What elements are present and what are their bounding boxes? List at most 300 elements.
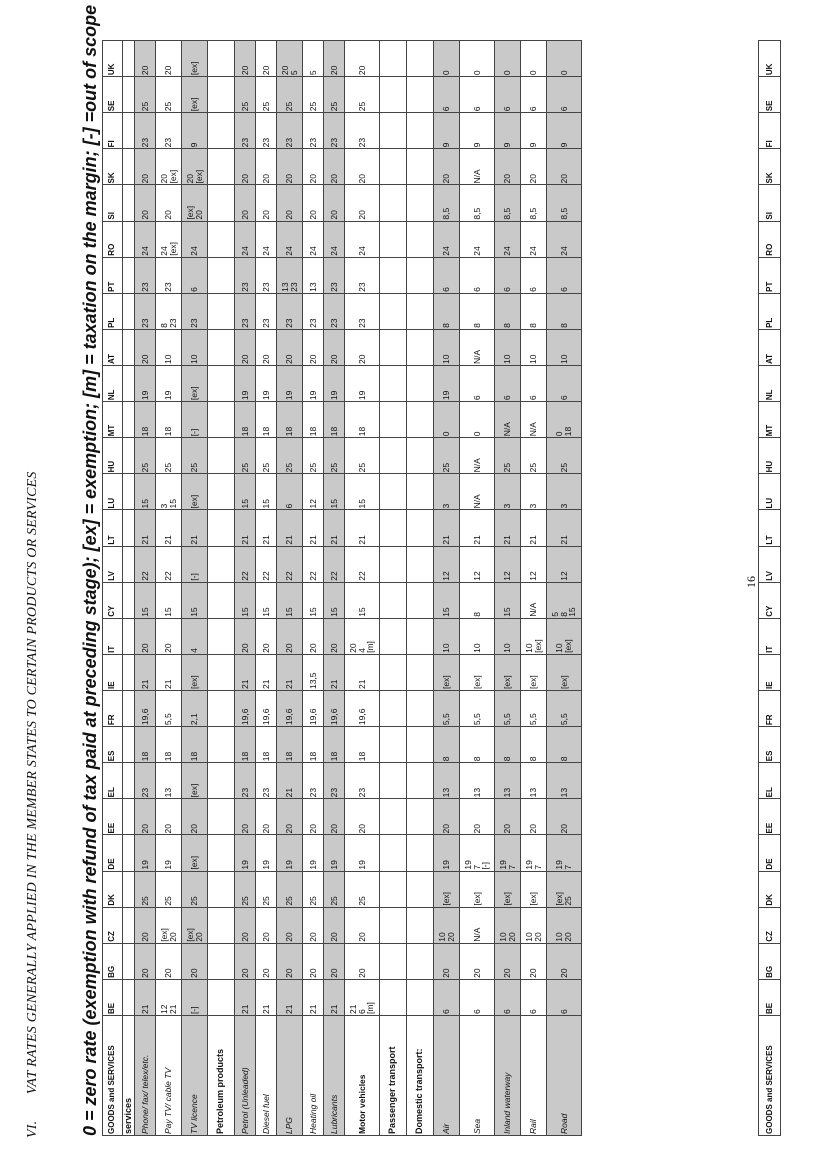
rate-cell: [-] [182, 979, 208, 1015]
table-header-country: IE [103, 654, 123, 690]
rate-cell: 5,5 [547, 691, 582, 727]
rate-cell: 23 [345, 113, 380, 149]
rate-cell: 12 [460, 546, 495, 582]
rate-cell: N/A [460, 474, 495, 510]
rate-cell: 22 [156, 546, 182, 582]
rate-cell: 10 [521, 329, 547, 365]
rate-cell: 6 [495, 979, 521, 1015]
table-header-country: FI [103, 113, 123, 149]
table-header-country: PT [103, 257, 123, 293]
repeated-header-country: BE [759, 979, 781, 1015]
rate-cell: 9 [434, 113, 460, 149]
rate-cell: 23 [235, 257, 256, 293]
rate-cell: 25 [303, 77, 324, 113]
rate-cell: 22 [324, 546, 345, 582]
rate-cell: 20 [547, 149, 582, 185]
rate-cell: 20 [345, 943, 380, 979]
rate-cell: 21 [495, 510, 521, 546]
rate-cell: 9 [495, 113, 521, 149]
rate-cell: 23 [256, 293, 277, 329]
rate-cell: 12 [521, 546, 547, 582]
table-header-country: DK [103, 871, 123, 907]
rate-cell: 19 [277, 366, 303, 402]
rate-cell: 8 [521, 727, 547, 763]
rate-cell: 20 [235, 618, 256, 654]
rate-cell: [ex] [182, 654, 208, 690]
rate-cell: 20 [345, 907, 380, 943]
rate-cell: 20 [277, 907, 303, 943]
rate-cell: 20 [303, 185, 324, 221]
table-header-country: FR [103, 691, 123, 727]
rate-cell: 21 [135, 510, 156, 546]
rate-cell: 20 [277, 329, 303, 365]
rate-cell: 19 [324, 366, 345, 402]
rate-cell: 8 [434, 727, 460, 763]
rate-cell: 21 [156, 654, 182, 690]
repeated-header-country: CZ [759, 907, 781, 943]
rate-cell: 6 [495, 257, 521, 293]
section-title: VAT RATES GENERALLY APPLIED IN THE MEMBER STATES TO CERTAIN PRODUCTS OR SERVICES [25, 471, 40, 1095]
rate-cell: 6 [521, 77, 547, 113]
rate-cell: 21 [235, 510, 256, 546]
rate-cell: 25 [156, 77, 182, 113]
rate-cell: 10 [460, 618, 495, 654]
rate-cell: 6 [182, 257, 208, 293]
rate-cell: 8 [460, 293, 495, 329]
rate-cell: 20 [156, 799, 182, 835]
rate-cell: 20 [324, 907, 345, 943]
rate-cell: 20 [277, 618, 303, 654]
rate-cell: 20 [324, 618, 345, 654]
row-label: Motor vehicles [345, 1016, 380, 1136]
row-label: Heating oil [303, 1016, 324, 1136]
rate-cell: 25 [434, 438, 460, 474]
rate-cell: 18 [345, 727, 380, 763]
rate-cell: 20 [324, 943, 345, 979]
rate-cell: 21 [277, 654, 303, 690]
rate-cell: 21 [324, 654, 345, 690]
rate-cell: 24 [547, 221, 582, 257]
rate-cell: 8 [460, 582, 495, 618]
rate-cell: 23 [324, 113, 345, 149]
rate-cell: 21 [182, 510, 208, 546]
rate-cell: 6 [460, 257, 495, 293]
rate-cell: 21 [434, 510, 460, 546]
rate-cell: 6 [434, 77, 460, 113]
rate-cell: 23 [156, 113, 182, 149]
rate-cell: 24 [324, 221, 345, 257]
repeated-header-country: PT [759, 257, 781, 293]
row-label: TV licence [182, 1016, 208, 1136]
rate-cell: 21 [235, 979, 256, 1015]
rate-cell: 23 [277, 293, 303, 329]
rate-cell: 9 [460, 113, 495, 149]
row-label: Domestic transport: [407, 1016, 434, 1136]
rate-cell: 18 [135, 727, 156, 763]
rate-cell: 20 [324, 799, 345, 835]
rate-cell: 18 [256, 727, 277, 763]
rate-cell: 20 [256, 41, 277, 77]
table-header-country: EE [103, 799, 123, 835]
rate-cell: 19 [303, 366, 324, 402]
rate-cell: N/A [460, 329, 495, 365]
rate-cell: 6 [434, 257, 460, 293]
rate-cell: 15 [324, 474, 345, 510]
rate-cell: 3 15 [156, 474, 182, 510]
rate-cell: 0 [547, 41, 582, 77]
rate-cell: 3 [495, 474, 521, 510]
rate-cell: 19,6 [303, 691, 324, 727]
rate-cell: 19 [345, 366, 380, 402]
rate-cell: 10 [495, 618, 521, 654]
rate-cell: 20 [135, 185, 156, 221]
rate-cell: 4 [182, 618, 208, 654]
repeated-header-country: HU [759, 438, 781, 474]
rate-cell: 20 [547, 799, 582, 835]
rate-cell: [ex] [434, 654, 460, 690]
rate-cell: 19 [324, 835, 345, 871]
rate-cell: 5 [303, 41, 324, 77]
legend-subtitle: 0 = zero rate (exemption with refund of tax paid at preceding stage); [ex] = exemption; [m] = taxation on the margin; [-] =out of scope [80, 4, 100, 1136]
rate-cell: 20 [303, 329, 324, 365]
repeated-header-country: FR [759, 691, 781, 727]
rate-cell: 15 [495, 582, 521, 618]
rate-cell: 8,5 [495, 185, 521, 221]
rate-cell: 20 [303, 149, 324, 185]
rate-cell: 19 7 [-] [460, 835, 495, 871]
rate-cell: 15 [235, 582, 256, 618]
rate-cell: 20 [235, 907, 256, 943]
rate-cell: 20 [182, 943, 208, 979]
rate-cell: 10 [434, 329, 460, 365]
rate-cell: 20 [182, 799, 208, 835]
rate-cell: 6 [521, 257, 547, 293]
rate-cell: 20 [156, 618, 182, 654]
rate-cell: 23 [303, 763, 324, 799]
rate-cell: 3 [434, 474, 460, 510]
rate-cell: 20 [235, 799, 256, 835]
table-header-country: ES [103, 727, 123, 763]
rate-cell: 24 [303, 221, 324, 257]
rate-cell: 15 [324, 582, 345, 618]
rate-cell: 25 [135, 77, 156, 113]
rate-cell: 19,6 [135, 691, 156, 727]
rate-cell: 20 [156, 185, 182, 221]
rate-cell: 20 [135, 907, 156, 943]
rate-cell: 25 [256, 438, 277, 474]
rate-cell: 13 [434, 763, 460, 799]
rate-cell: 19 [256, 366, 277, 402]
rate-cell: [-] [182, 546, 208, 582]
rate-cell: 13 [547, 763, 582, 799]
table-header-country: PL [103, 293, 123, 329]
row-label: Rail [521, 1016, 547, 1136]
rate-cell: 20 [135, 149, 156, 185]
repeated-table-header [758, 40, 781, 1136]
rate-cell: 22 [303, 546, 324, 582]
rate-cell: 20 [495, 149, 521, 185]
rate-cell: N/A [495, 402, 521, 438]
rate-cell: 23 [324, 257, 345, 293]
rate-cell: 15 [345, 582, 380, 618]
rate-cell: [ex] [182, 835, 208, 871]
rate-cell: 21 [135, 979, 156, 1015]
rate-cell: 19 [277, 835, 303, 871]
rate-cell: N/A [460, 149, 495, 185]
rate-cell: 20 [303, 907, 324, 943]
rate-cell: [ex] [495, 654, 521, 690]
rate-cell: 18 [235, 402, 256, 438]
rate-cell: 20 [235, 149, 256, 185]
rate-cell: 19 [434, 835, 460, 871]
repeated-header-country: MT [759, 402, 781, 438]
rate-cell: 23 [324, 293, 345, 329]
rate-cell: 10 [182, 329, 208, 365]
rate-cell: 24 [434, 221, 460, 257]
rate-cell: 25 [345, 438, 380, 474]
rate-cell: 20 [277, 943, 303, 979]
rate-cell: 20 [345, 149, 380, 185]
rate-cell: 19 7 [521, 835, 547, 871]
rate-cell: 20 [521, 799, 547, 835]
rate-cell: 20 [324, 149, 345, 185]
rate-cell: 15 [303, 582, 324, 618]
rate-cell: 6 [547, 77, 582, 113]
rate-cell: 21 [256, 979, 277, 1015]
rate-cell: 25 [182, 438, 208, 474]
rate-cell: 9 [182, 113, 208, 149]
rate-cell: 5 8 15 [547, 582, 582, 618]
rate-cell: 13,5 [303, 654, 324, 690]
rate-cell: 15 [434, 582, 460, 618]
rate-cell: 20 [156, 943, 182, 979]
rate-cell: 20 [256, 799, 277, 835]
rate-cell: 25 [547, 438, 582, 474]
rate-cell: 21 [256, 654, 277, 690]
rate-cell: 20 [303, 943, 324, 979]
rate-cell: 3 [547, 474, 582, 510]
rate-cell: 21 6 [m] [345, 979, 380, 1015]
rate-cell: 9 [521, 113, 547, 149]
rate-cell: 15 [135, 474, 156, 510]
rate-cell: 20 [434, 799, 460, 835]
rate-cell: 10 [156, 329, 182, 365]
rate-cell: 2,1 [182, 691, 208, 727]
rate-cell: 23 [256, 257, 277, 293]
rate-cell: [ex] [182, 474, 208, 510]
repeated-header-country: DE [759, 835, 781, 871]
rate-cell: 20 [324, 329, 345, 365]
rate-cell: 22 [135, 546, 156, 582]
rate-cell: 0 [495, 41, 521, 77]
rate-cell: 20 [324, 185, 345, 221]
rate-cell: 21 [324, 510, 345, 546]
rate-cell: 23 [256, 763, 277, 799]
rate-cell: 20 [135, 41, 156, 77]
rate-cell: 15 [156, 582, 182, 618]
rate-cell: 20 [256, 149, 277, 185]
rate-cell: 23 [135, 113, 156, 149]
rate-cell: 6 [521, 366, 547, 402]
table-header-country: BG [103, 943, 123, 979]
rate-cell: [ex] [182, 77, 208, 113]
rate-cell: 19,6 [345, 691, 380, 727]
rate-cell: 3 [521, 474, 547, 510]
rate-cell: 20 4 [m] [345, 618, 380, 654]
rate-cell: 21 [156, 510, 182, 546]
row-label: Air [434, 1016, 460, 1136]
table-header-country: LU [103, 474, 123, 510]
row-label: Diesel fuel [256, 1016, 277, 1136]
rate-cell: 22 [277, 546, 303, 582]
table-header-country: NL [103, 366, 123, 402]
section-number: VI. [25, 1120, 40, 1138]
rate-cell: 20 [345, 185, 380, 221]
rate-cell: 15 [256, 582, 277, 618]
rate-cell: 20 [460, 799, 495, 835]
rate-cell: 8,5 [547, 185, 582, 221]
rate-cell: [ex] [182, 763, 208, 799]
row-label: Pay TV/ cable TV [156, 1016, 182, 1136]
rate-cell: 15 [345, 474, 380, 510]
rate-cell: 10 [434, 618, 460, 654]
repeated-header-country: LV [759, 546, 781, 582]
repeated-header-country: SI [759, 185, 781, 221]
rate-cell: 25 [324, 77, 345, 113]
rate-cell: 23 [277, 113, 303, 149]
rate-cell: 18 [324, 402, 345, 438]
rate-cell: 20 [303, 618, 324, 654]
rate-cell: 21 [460, 510, 495, 546]
rate-cell: 6 [547, 979, 582, 1015]
rate-cell: 13 [460, 763, 495, 799]
row-label: Inland waterway [495, 1016, 521, 1136]
rate-cell: 20 [135, 943, 156, 979]
rate-cell: 22 [235, 546, 256, 582]
rate-cell: 6 [460, 77, 495, 113]
rate-cell: 19,6 [324, 691, 345, 727]
rate-cell: 18 [156, 402, 182, 438]
rate-cell: 21 [135, 654, 156, 690]
row-label: Lubricants [324, 1016, 345, 1136]
rate-cell: 6 [434, 979, 460, 1015]
rate-cell: 24 [256, 221, 277, 257]
row-label: Passenger transport [380, 1016, 407, 1136]
rate-cell: N/A [521, 402, 547, 438]
rate-cell: 23 [345, 257, 380, 293]
rate-cell: 21 [277, 510, 303, 546]
rate-cell: 6 [460, 366, 495, 402]
rate-cell: 8,5 [460, 185, 495, 221]
rate-cell: 8 [460, 727, 495, 763]
rate-cell: 24 [ex] [156, 221, 182, 257]
rate-cell: 20 [324, 41, 345, 77]
rate-cell: 6 [547, 257, 582, 293]
repeated-header-row [759, 41, 781, 1136]
rate-cell: 25 [182, 871, 208, 907]
table-header-goods-services: GOODS and SERVICES [103, 1016, 123, 1136]
table-header-country: LV [103, 546, 123, 582]
rate-cell: 12 [434, 546, 460, 582]
rate-cell: 19 [345, 835, 380, 871]
rate-cell: 25 [345, 77, 380, 113]
table-header-country: UK [103, 41, 123, 77]
rate-cell: 6 [277, 474, 303, 510]
rate-cell: 8 [521, 293, 547, 329]
rate-cell: [ex] 25 [547, 871, 582, 907]
rate-cell: 13 [495, 763, 521, 799]
rate-cell: 20 [345, 329, 380, 365]
table-header-country: AT [103, 329, 123, 365]
rate-cell: 20 [521, 149, 547, 185]
rate-cell: 13 [521, 763, 547, 799]
rate-cell: [-] [182, 402, 208, 438]
table-header-country: LT [103, 510, 123, 546]
rate-cell: 18 [303, 402, 324, 438]
rate-cell: 8 [547, 293, 582, 329]
rate-cell: 20 [460, 943, 495, 979]
rate-cell: 19 [256, 835, 277, 871]
rate-cell: 10 [495, 329, 521, 365]
rate-cell: 9 [547, 113, 582, 149]
rate-cell: 23 [182, 293, 208, 329]
table-header-country: BE [103, 979, 123, 1015]
repeated-header-goods-services: GOODS and SERVICES [759, 1016, 781, 1136]
rate-cell: 20 [345, 41, 380, 77]
repeated-header-country: SK [759, 149, 781, 185]
rate-cell: 23 [256, 113, 277, 149]
rate-cell: 22 [345, 546, 380, 582]
rate-cell: 25 [277, 438, 303, 474]
repeated-header-country: LU [759, 474, 781, 510]
rate-cell: 18 [182, 727, 208, 763]
rate-cell: [ex] 20 [182, 185, 208, 221]
repeated-header-country: RO [759, 221, 781, 257]
repeated-header-country: IE [759, 654, 781, 690]
rate-cell: 19 7 [495, 835, 521, 871]
rate-cell: 15 [182, 582, 208, 618]
rate-cell: 24 [345, 221, 380, 257]
rate-cell: [ex] [182, 366, 208, 402]
rate-cell: 0 [434, 402, 460, 438]
table-header-country: CY [103, 582, 123, 618]
rate-cell: 21 [521, 510, 547, 546]
rate-cell: 15 [277, 582, 303, 618]
rate-cell: 25 [277, 871, 303, 907]
rate-cell: [ex] [460, 654, 495, 690]
rate-cell: 8 23 [156, 293, 182, 329]
rate-cell: 19 7 [547, 835, 582, 871]
rate-cell: [ex] 20 [156, 907, 182, 943]
rate-cell: 8 [434, 293, 460, 329]
rate-cell: 25 [277, 77, 303, 113]
rate-cell: 8,5 [521, 185, 547, 221]
rate-cell: 24 [182, 221, 208, 257]
rate-cell: 23 [156, 257, 182, 293]
rate-cell: 25 [521, 438, 547, 474]
repeated-header-country: FI [759, 113, 781, 149]
repeated-header-country: EL [759, 763, 781, 799]
rate-cell: 8 [547, 727, 582, 763]
rate-cell: 25 [156, 871, 182, 907]
rate-cell: 25 [303, 871, 324, 907]
rate-cell: 15 [256, 474, 277, 510]
rate-cell: 18 [324, 727, 345, 763]
rate-cell: 20 [434, 149, 460, 185]
table-header-country: EL [103, 763, 123, 799]
rate-cell: 6 [495, 366, 521, 402]
rate-cell: 19 [235, 366, 256, 402]
